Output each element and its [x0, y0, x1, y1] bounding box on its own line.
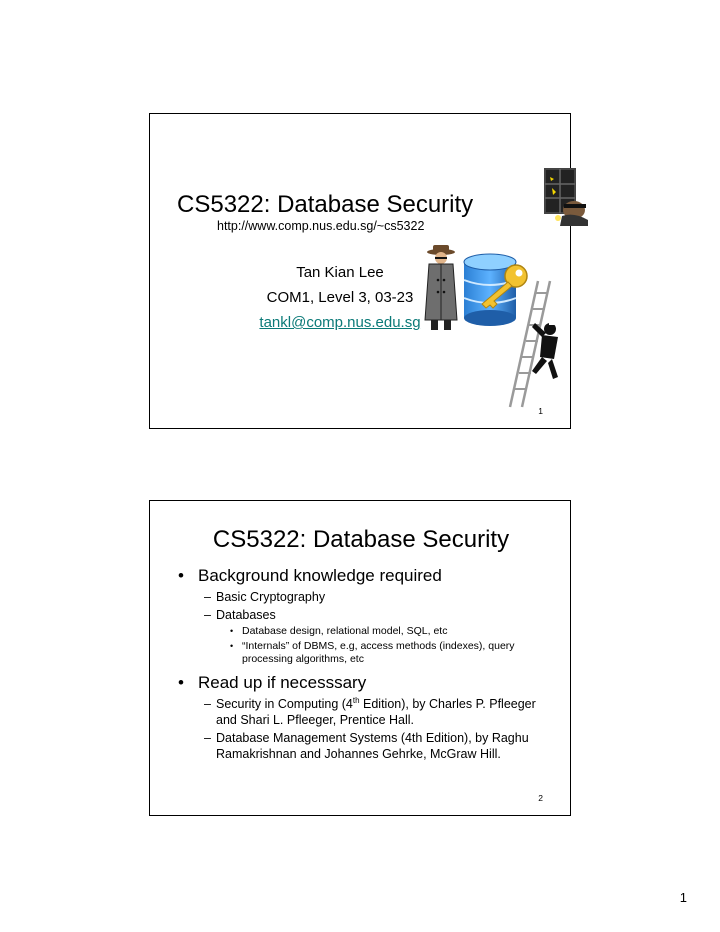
author-office: COM1, Level 3, 03-23	[266, 289, 414, 306]
author-name: Tan Kian Lee	[296, 264, 384, 281]
bullet-background-knowledge: • Background knowledge required	[168, 565, 558, 587]
slide-2	[149, 500, 571, 816]
slide-1-number: 1	[538, 406, 543, 416]
slide-2-body	[168, 563, 558, 762]
slide-2-title: CS5322: Database Security	[212, 526, 510, 553]
ladder-climber-icon	[502, 279, 572, 409]
slide-1-url: http://www.comp.nus.edu.sg/~cs5322	[217, 219, 425, 233]
sub-bullet-reference-2: – Database Management Systems (4th Edition), by Raghu Ramakrishnan and Johannes Gehrke, McGraw Hill.	[186, 730, 558, 762]
subsub-bullet-dbms-internals: • “Internals” of DBMS, e.g, access methods (indexes), query processing algorithms, etc	[228, 640, 558, 666]
page-number: 1	[679, 890, 687, 905]
trenchcoat-spy-icon	[421, 244, 461, 334]
slide-1-title: CS5322: Database Security	[177, 191, 474, 218]
sub-bullet-databases: – Databases	[186, 607, 558, 623]
subsub-bullet-database-design: • Database design, relational model, SQL, etc	[228, 625, 558, 638]
bullet-read-up: • Read up if necesssary	[168, 672, 558, 694]
sub-bullet-reference-1: – Security in Computing (4th Edition), by Charles P. Pfleeger and Shari L. Pfleeger, Prentice Hall.	[186, 696, 558, 728]
slide-1	[149, 113, 571, 429]
author-email-link[interactable]: tankl@comp.nus.edu.sg	[259, 314, 421, 331]
sub-bullet-cryptography: – Basic Cryptography	[186, 589, 558, 605]
slide-2-number: 2	[538, 793, 543, 803]
burglar-window-icon	[544, 168, 592, 226]
